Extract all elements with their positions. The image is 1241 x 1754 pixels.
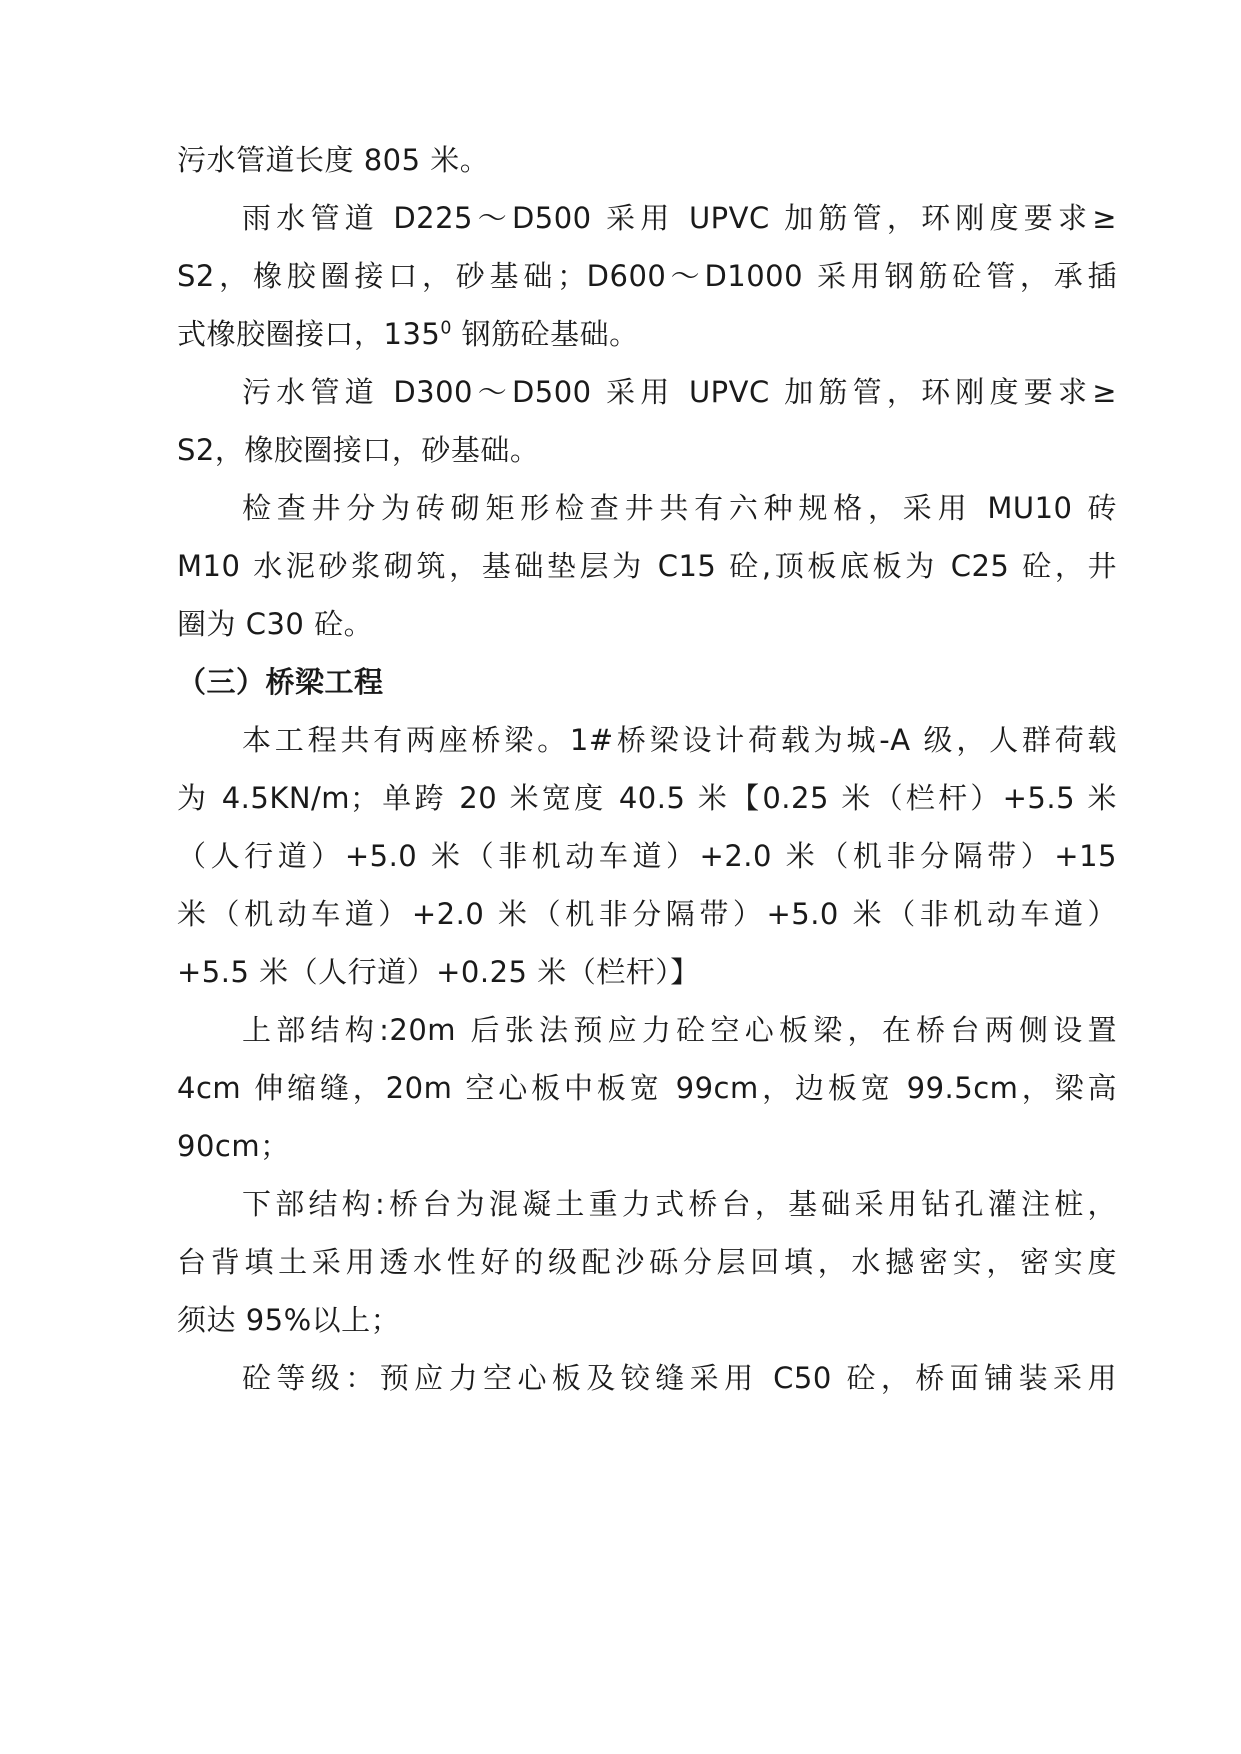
text-line: 米（机动车道）+2.0 米（机非分隔带）+5.0 米（非机动车道） xyxy=(177,897,1117,931)
text-line: +5.5 米（人行道）+0.25 米（栏杆）】 xyxy=(177,955,700,989)
text-line: 90cm； xyxy=(177,1129,290,1163)
text-line: （人行道）+5.0 米（非机动车道）+2.0 米（机非分隔带）+15 xyxy=(177,839,1117,873)
text-segment: 钢筋砼基础。 xyxy=(451,317,639,351)
text-line: 下部结构:桥台为混凝土重力式桥台，基础采用钻孔灌注桩， xyxy=(242,1187,1117,1221)
text-segment: 式橡胶圈接口，135 xyxy=(177,317,441,351)
text-line: M10 水泥砂浆砌筑，基础垫层为 C15 砼,顶板底板为 C25 砼，井 xyxy=(177,549,1117,583)
text-line: 砼等级：预应力空心板及铰缝采用 C50 砼，桥面铺装采用 xyxy=(242,1361,1117,1395)
text-line: 须达 95%以上； xyxy=(177,1303,401,1337)
text-line: 圈为 C30 砼。 xyxy=(177,607,374,641)
text-line: 上部结构:20m 后张法预应力砼空心板梁，在桥台两侧设置 xyxy=(242,1013,1117,1047)
text-line: 台背填土采用透水性好的级配沙砾分层回填，水撼密实，密实度 xyxy=(177,1245,1117,1279)
text-line: 为 4.5KN/m；单跨 20 米宽度 40.5 米【0.25 米（栏杆）+5.5 米 xyxy=(177,781,1117,815)
text-line: 本工程共有两座桥梁。1#桥梁设计荷载为城-A 级，人群荷载 xyxy=(242,723,1117,757)
text-line: 雨水管道 D225～D500 采用 UPVC 加筋管，环刚度要求≥ xyxy=(242,201,1117,235)
text-line: 4cm 伸缩缝，20m 空心板中板宽 99cm，边板宽 99.5cm，梁高 xyxy=(177,1071,1117,1105)
text-line: 检查井分为砖砌矩形检查井共有六种规格，采用 MU10 砖 xyxy=(242,491,1117,525)
text-line xyxy=(177,314,1117,354)
text-line: 污水管道长度 805 米。 xyxy=(177,143,490,177)
text-line: 污水管道 D300～D500 采用 UPVC 加筋管，环刚度要求≥ xyxy=(242,375,1117,409)
superscript-degree: 0 xyxy=(440,318,452,339)
section-heading: （三）桥梁工程 xyxy=(177,665,384,699)
text-line: S2，橡胶圈接口，砂基础。 xyxy=(177,433,540,467)
text-line: S2，橡胶圈接口，砂基础；D600～D1000 采用钢筋砼管，承插 xyxy=(177,259,1117,293)
